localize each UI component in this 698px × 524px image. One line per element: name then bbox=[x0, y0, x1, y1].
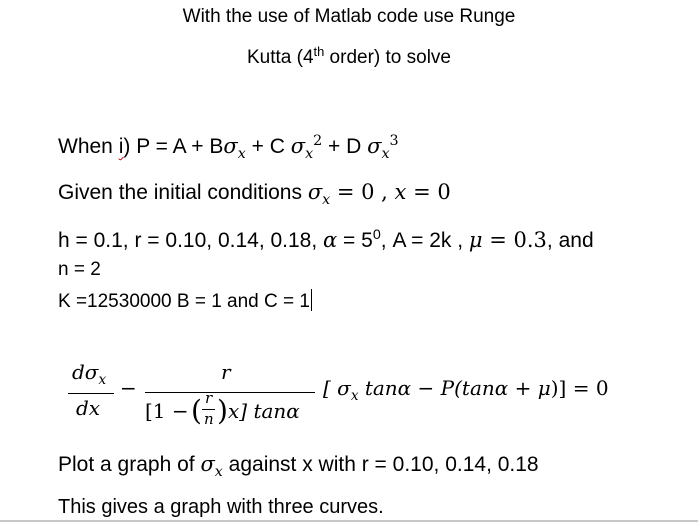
ode-dx: dx bbox=[76, 396, 101, 420]
initial-x-value: = 0 bbox=[406, 180, 451, 204]
subscript-x: x bbox=[350, 387, 359, 404]
ode-d-sigma: dσ bbox=[72, 360, 99, 384]
title-line-2-text bbox=[0, 43, 698, 69]
parameters-line-1 bbox=[58, 228, 594, 253]
parameters-k-b-c: K =12530000 B = 1 and C = 1 bbox=[58, 291, 310, 312]
ode-denom-x-tan: x] tanα bbox=[228, 399, 300, 423]
parameters-n-value: n = 2 bbox=[58, 259, 101, 280]
ode-fraction-bar-2 bbox=[145, 392, 315, 393]
ode-r: r bbox=[221, 360, 231, 384]
subscript-x: x bbox=[98, 371, 107, 388]
mu-symbol: μ bbox=[537, 376, 551, 400]
ode-bracket-mid: tanα − P(tanα + bbox=[358, 376, 538, 400]
page-bottom-rule bbox=[0, 520, 698, 522]
x-variable: x bbox=[394, 180, 407, 204]
exponent-3: 3 bbox=[389, 133, 399, 150]
equation-p bbox=[58, 133, 399, 162]
parameters-line-3 bbox=[58, 289, 312, 313]
ode-minus: − bbox=[120, 376, 137, 400]
ode-n-small: n bbox=[204, 410, 214, 428]
ode-denominator-dx bbox=[76, 396, 100, 420]
parameters-line-2 bbox=[58, 259, 101, 281]
parameters-alpha-value: = 5 bbox=[337, 229, 373, 252]
ode-bracket-close: )] = 0 bbox=[550, 376, 609, 400]
initial-conditions bbox=[58, 180, 451, 208]
initial-sigma-value: = 0 , bbox=[330, 180, 395, 204]
sigma-symbol: σ bbox=[200, 452, 215, 476]
closing-sentence bbox=[58, 496, 384, 519]
title-line-1-text: With the use of Matlab code use Runge bbox=[182, 6, 516, 27]
ode-denom-bracket: [1 − bbox=[145, 399, 189, 423]
subscript-x: x bbox=[381, 145, 390, 162]
subscript-x: x bbox=[214, 463, 223, 480]
sigma-symbol: σ bbox=[307, 180, 323, 204]
parameters-mu-value: = 0.3 bbox=[482, 228, 547, 252]
sigma-symbol: σ bbox=[367, 134, 382, 158]
equation-p-plus-c: + C bbox=[245, 135, 291, 158]
equation-p-prefix: When bbox=[58, 135, 119, 158]
ode-r-small: r bbox=[205, 389, 213, 407]
ode-bracket-open: [ σ bbox=[323, 376, 351, 400]
parameters-h-r: h = 0.1, r = 0.10, 0.14, 0.18, bbox=[58, 229, 324, 252]
parameters-and: , and bbox=[546, 229, 594, 252]
plot-instruction-post: against x with r = 0.10, 0.14, 0.18 bbox=[222, 453, 539, 476]
subscript-x: x bbox=[237, 145, 246, 162]
initial-conditions-text: Given the initial conditions bbox=[58, 181, 308, 204]
subscript-x: x bbox=[322, 191, 331, 208]
equation-p-body: ) P = A + B bbox=[123, 135, 224, 158]
degree-mark: 0 bbox=[372, 227, 381, 244]
ode-paren-close: ) bbox=[217, 394, 228, 427]
plot-instruction-pre: Plot a graph of bbox=[58, 453, 201, 476]
title-line-1 bbox=[0, 6, 698, 28]
title-line-2-sup: th bbox=[313, 43, 325, 59]
sigma-symbol: σ bbox=[290, 134, 306, 158]
alpha-symbol: α bbox=[323, 228, 338, 252]
subscript-x: x bbox=[305, 145, 314, 162]
ode-fraction-bar-1 bbox=[68, 393, 114, 394]
ode-numerator-r bbox=[221, 360, 231, 384]
equation-p-plus-d: + D bbox=[322, 135, 368, 158]
mu-symbol: μ bbox=[468, 228, 483, 252]
ode-minus-sign bbox=[120, 376, 137, 400]
title-line-2-post: order) to solve bbox=[324, 47, 452, 68]
plot-instruction bbox=[58, 452, 539, 480]
exponent-2: 2 bbox=[313, 133, 323, 150]
title-line-2 bbox=[0, 43, 698, 69]
ode-numerator-dsigma bbox=[72, 360, 107, 388]
ode-bracket-term bbox=[323, 376, 609, 404]
parameters-a-value: , A = 2k , bbox=[380, 229, 469, 252]
title-line-2-pre: Kutta (4 bbox=[246, 47, 314, 68]
closing-text: This gives a graph with three curves. bbox=[58, 496, 384, 518]
equation-p-roman-numeral: i bbox=[118, 135, 124, 158]
sigma-symbol: σ bbox=[223, 134, 238, 158]
text-cursor bbox=[311, 289, 312, 311]
ode-paren-open: ( bbox=[191, 394, 202, 427]
